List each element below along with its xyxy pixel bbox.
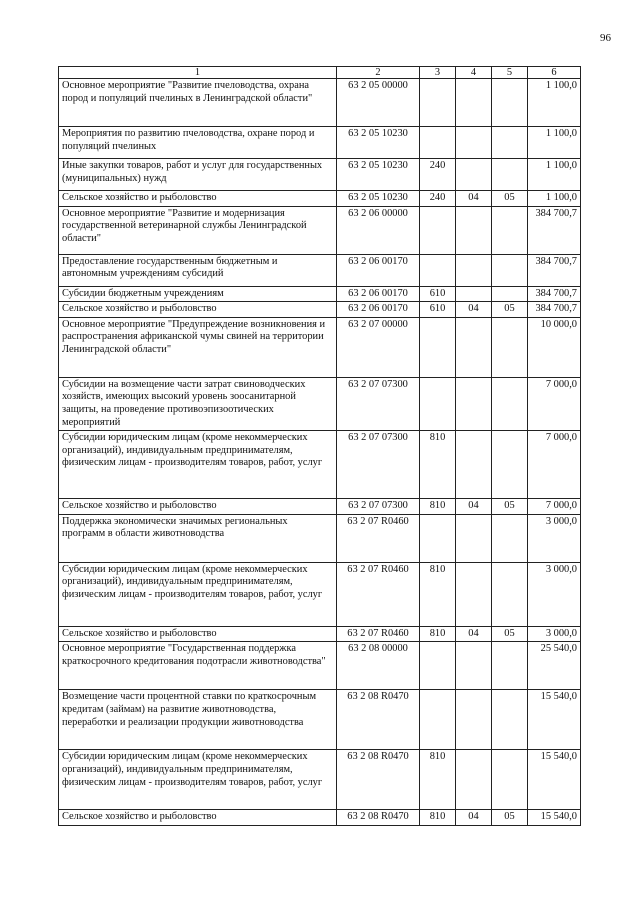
row-code: 63 2 07 07300: [337, 431, 420, 499]
row-amount: 7 000,0: [528, 431, 581, 499]
header-row: [59, 67, 581, 79]
row-section: [456, 159, 492, 191]
table-row: [59, 690, 581, 750]
row-amount: 1 100,0: [528, 79, 581, 127]
table-row: [59, 810, 581, 826]
row-section: [456, 431, 492, 499]
row-name: Предоставление государственным бюджетным и автономным учреждениям субсидий: [59, 254, 337, 286]
row-section: [456, 690, 492, 750]
column-header: 4: [456, 67, 492, 79]
column-header: 1: [59, 67, 337, 79]
row-subsection: [492, 79, 528, 127]
row-expense-type: 610: [420, 302, 456, 318]
row-name: Сельское хозяйство и рыболовство: [59, 302, 337, 318]
budget-table: [58, 66, 581, 826]
row-expense-type: [420, 206, 456, 254]
row-name: Сельское хозяйство и рыболовство: [59, 191, 337, 207]
row-section: 04: [456, 302, 492, 318]
row-code: 63 2 08 00000: [337, 642, 420, 690]
row-name: Мероприятия по развитию пчеловодства, охране пород и популяций пчелиных: [59, 127, 337, 159]
row-amount: 15 540,0: [528, 750, 581, 810]
row-code: 63 2 07 R0460: [337, 562, 420, 626]
row-name: Основное мероприятие "Развитие пчеловодства, охрана пород и популяций пчелиных в Ленинградской области": [59, 79, 337, 127]
row-code: 63 2 07 07300: [337, 377, 420, 430]
row-name: Возмещение части процентной ставки по краткосрочным кредитам (займам) на развитие животноводства, переработки и реализации продукции животноводства: [59, 690, 337, 750]
row-section: [456, 206, 492, 254]
row-section: [456, 514, 492, 562]
row-name: Основное мероприятие "Государственная поддержка краткосрочного кредитования подотрасли животноводства": [59, 642, 337, 690]
row-amount: 1 100,0: [528, 159, 581, 191]
row-code: 63 2 07 R0460: [337, 626, 420, 642]
row-name: Субсидии юридическим лицам (кроме некоммерческих организаций), индивидуальным предпринимателям, физическим лицам - производителям товаров, работ, услуг: [59, 562, 337, 626]
row-subsection: [492, 377, 528, 430]
page-number: 96: [600, 32, 611, 44]
row-name: Субсидии юридическим лицам (кроме некоммерческих организаций), индивидуальным предпринимателям, физическим лицам - производителям товаров, работ, услуг: [59, 750, 337, 810]
row-name: Субсидии бюджетным учреждениям: [59, 286, 337, 302]
row-section: 04: [456, 810, 492, 826]
row-expense-type: 810: [420, 810, 456, 826]
row-expense-type: 810: [420, 499, 456, 515]
row-expense-type: 810: [420, 562, 456, 626]
row-subsection: [492, 286, 528, 302]
row-subsection: [492, 750, 528, 810]
row-name: Сельское хозяйство и рыболовство: [59, 626, 337, 642]
row-section: 04: [456, 499, 492, 515]
table-row: [59, 750, 581, 810]
row-code: 63 2 07 00000: [337, 317, 420, 377]
row-code: 63 2 06 00170: [337, 254, 420, 286]
table-row: [59, 206, 581, 254]
row-expense-type: 810: [420, 431, 456, 499]
row-subsection: 05: [492, 302, 528, 318]
table-row: [59, 431, 581, 499]
row-subsection: 05: [492, 626, 528, 642]
row-expense-type: [420, 642, 456, 690]
row-code: 63 2 08 R0470: [337, 810, 420, 826]
row-subsection: 05: [492, 499, 528, 515]
table-row: [59, 254, 581, 286]
row-amount: 3 000,0: [528, 626, 581, 642]
row-expense-type: 810: [420, 626, 456, 642]
table-row: [59, 302, 581, 318]
row-section: [456, 127, 492, 159]
row-expense-type: [420, 79, 456, 127]
table-row: [59, 286, 581, 302]
row-amount: 384 700,7: [528, 302, 581, 318]
row-expense-type: 240: [420, 191, 456, 207]
row-section: [456, 79, 492, 127]
row-section: [456, 377, 492, 430]
table-row: [59, 626, 581, 642]
row-expense-type: [420, 690, 456, 750]
row-subsection: [492, 317, 528, 377]
row-expense-type: 810: [420, 750, 456, 810]
column-header: 3: [420, 67, 456, 79]
table-row: [59, 79, 581, 127]
column-header: 6: [528, 67, 581, 79]
row-code: 63 2 08 R0470: [337, 750, 420, 810]
row-amount: 25 540,0: [528, 642, 581, 690]
row-section: [456, 286, 492, 302]
row-subsection: [492, 254, 528, 286]
row-section: [456, 317, 492, 377]
row-subsection: [492, 514, 528, 562]
row-section: 04: [456, 191, 492, 207]
table-row: [59, 191, 581, 207]
row-section: [456, 642, 492, 690]
table-row: [59, 159, 581, 191]
row-name: Поддержка экономически значимых региональных программ в области животноводства: [59, 514, 337, 562]
row-code: 63 2 05 10230: [337, 127, 420, 159]
column-header: 5: [492, 67, 528, 79]
row-expense-type: [420, 377, 456, 430]
row-expense-type: 240: [420, 159, 456, 191]
table-row: [59, 499, 581, 515]
row-subsection: [492, 206, 528, 254]
table-row: [59, 127, 581, 159]
row-name: Субсидии юридическим лицам (кроме некоммерческих организаций), индивидуальным предпринимателям, физическим лицам - производителям товаров, работ, услуг: [59, 431, 337, 499]
row-code: 63 2 05 10230: [337, 159, 420, 191]
table-row: [59, 377, 581, 430]
row-expense-type: [420, 317, 456, 377]
row-subsection: [492, 562, 528, 626]
row-amount: 384 700,7: [528, 254, 581, 286]
row-name: Субсидии на возмещение части затрат свиноводческих хозяйств, имеющих высокий уровень зоосанитарной защиты, на проведение противоэпизоотических мероприятий: [59, 377, 337, 430]
row-subsection: [492, 127, 528, 159]
row-amount: 10 000,0: [528, 317, 581, 377]
row-subsection: [492, 690, 528, 750]
row-amount: 15 540,0: [528, 690, 581, 750]
row-code: 63 2 07 07300: [337, 499, 420, 515]
row-amount: 15 540,0: [528, 810, 581, 826]
row-code: 63 2 05 10230: [337, 191, 420, 207]
row-code: 63 2 05 00000: [337, 79, 420, 127]
row-section: [456, 562, 492, 626]
table-row: [59, 514, 581, 562]
row-code: 63 2 06 00170: [337, 302, 420, 318]
row-name: Сельское хозяйство и рыболовство: [59, 810, 337, 826]
row-expense-type: 610: [420, 286, 456, 302]
row-amount: 1 100,0: [528, 191, 581, 207]
row-section: [456, 750, 492, 810]
row-name: Сельское хозяйство и рыболовство: [59, 499, 337, 515]
row-subsection: [492, 642, 528, 690]
row-amount: 384 700,7: [528, 286, 581, 302]
row-code: 63 2 08 R0470: [337, 690, 420, 750]
row-amount: 1 100,0: [528, 127, 581, 159]
row-amount: 7 000,0: [528, 499, 581, 515]
row-expense-type: [420, 514, 456, 562]
row-subsection: 05: [492, 191, 528, 207]
row-amount: 3 000,0: [528, 562, 581, 626]
row-subsection: [492, 159, 528, 191]
row-amount: 3 000,0: [528, 514, 581, 562]
row-expense-type: [420, 254, 456, 286]
row-name: Основное мероприятие "Развитие и модернизация государственной ветеринарной службы Ленинградской области": [59, 206, 337, 254]
row-name: Иные закупки товаров, работ и услуг для государственных (муниципальных) нужд: [59, 159, 337, 191]
row-subsection: [492, 431, 528, 499]
row-subsection: 05: [492, 810, 528, 826]
table-row: [59, 642, 581, 690]
row-section: 04: [456, 626, 492, 642]
table-row: [59, 317, 581, 377]
row-code: 63 2 06 00000: [337, 206, 420, 254]
row-code: 63 2 07 R0460: [337, 514, 420, 562]
table-row: [59, 562, 581, 626]
column-header: 2: [337, 67, 420, 79]
row-code: 63 2 06 00170: [337, 286, 420, 302]
row-amount: 384 700,7: [528, 206, 581, 254]
row-name: Основное мероприятие "Предупреждение возникновения и распространения африканской чумы свиней на территории Ленинградской области": [59, 317, 337, 377]
row-expense-type: [420, 127, 456, 159]
row-amount: 7 000,0: [528, 377, 581, 430]
row-section: [456, 254, 492, 286]
